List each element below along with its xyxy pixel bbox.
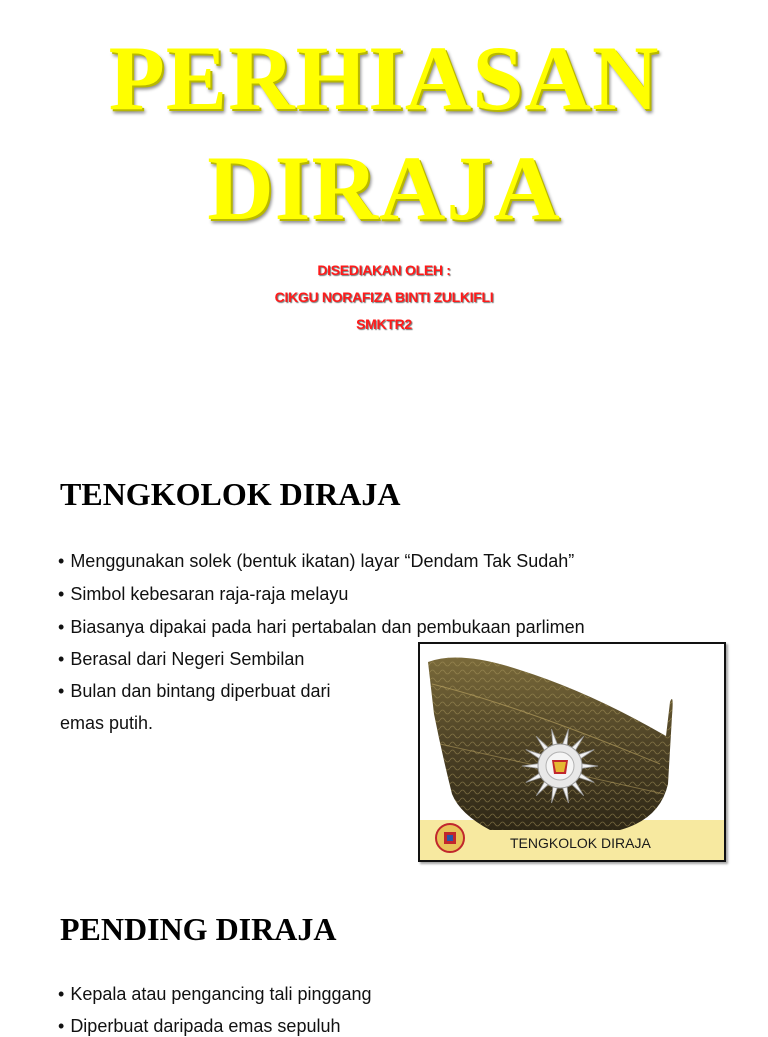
tengkolok-photo	[418, 642, 726, 862]
credits-school: SMKTR2	[356, 316, 412, 332]
bullet-item: • Kepala atau pengancing tali pinggang	[58, 984, 372, 1004]
credits-author: CIKGU NORAFIZA BINTI ZULKIFLI	[274, 289, 494, 305]
title-line-1: PERHIASAN	[108, 27, 660, 129]
bullet-item: • Simbol kebesaran raja-raja melayu	[58, 584, 349, 604]
bullet-item: • Berasal dari Negeri Sembilan	[58, 649, 305, 669]
credits-prepared-by: DISEDIAKAN OLEH :	[317, 262, 451, 278]
section-heading-pending: PENDING DIRAJA	[60, 911, 337, 947]
title-line-2: DIRAJA	[207, 137, 561, 239]
bullet-continuation: emas putih.	[60, 713, 154, 733]
image-caption: TENGKOLOK DIRAJA	[510, 835, 651, 851]
tengkolok-illustration	[420, 644, 724, 860]
crest-icon	[436, 824, 464, 852]
bullet-item: • Menggunakan solek (bentuk ikatan) layar “Dendam Tak Sudah”	[58, 551, 575, 571]
section-heading-tengkolok: TENGKOLOK DIRAJA	[60, 476, 401, 512]
bullet-item: • Diperbuat daripada emas sepuluh	[58, 1016, 341, 1036]
bullet-item: • Biasanya dipakai pada hari pertabalan dan pembukaan parlimen	[58, 617, 585, 637]
bullet-item: • Bulan dan bintang diperbuat dari	[58, 681, 331, 701]
